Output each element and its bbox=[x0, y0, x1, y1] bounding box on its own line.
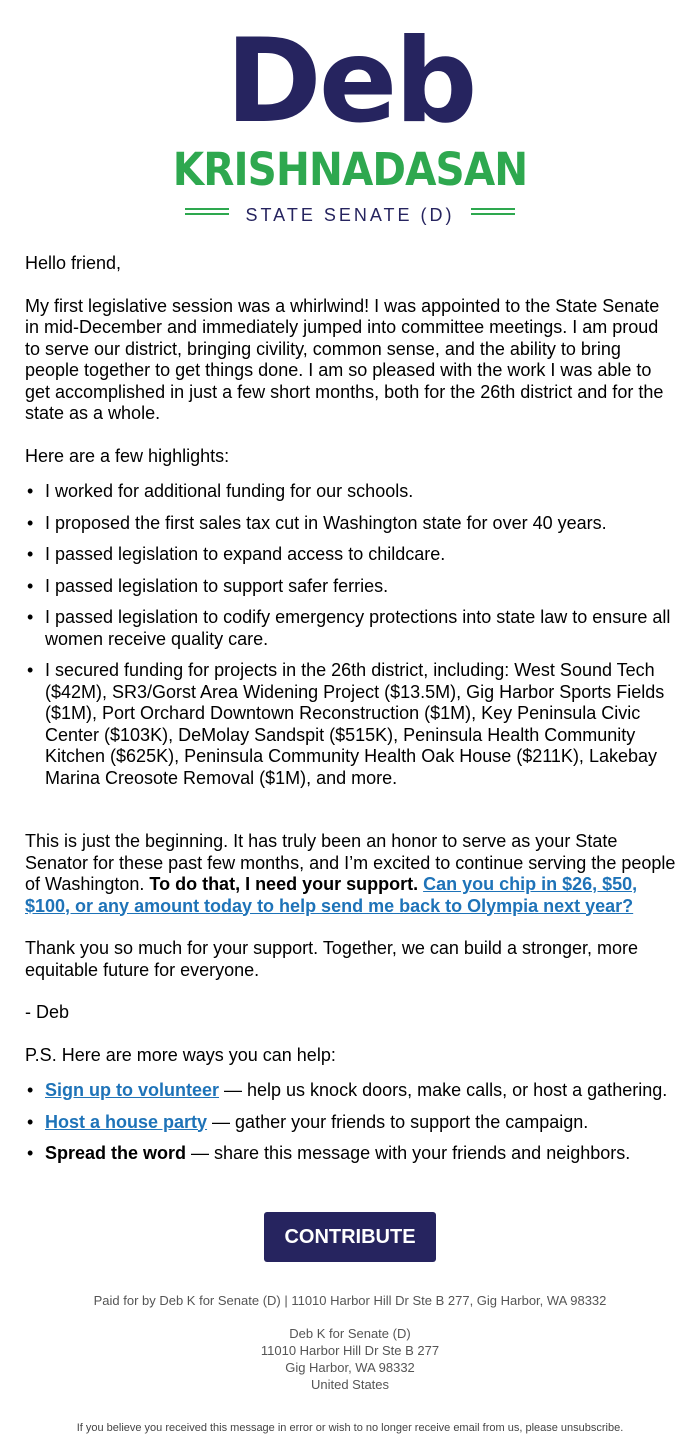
list-item: • I passed legislation to expand access to childcare. bbox=[27, 544, 446, 564]
paid-for-disclaimer: Paid for by Deb K for Senate (D) | 11010 Harbor Hill Dr Ste B 277, Gig Harbor, WA 98332 bbox=[93, 1293, 607, 1308]
list-item: • Spread the word — share this message with your friends and neighbors. bbox=[27, 1143, 631, 1163]
contribute-button[interactable]: CONTRIBUTE bbox=[264, 1212, 436, 1262]
bullet-icon: • bbox=[27, 1080, 34, 1100]
volunteer-link[interactable]: Sign up to volunteer bbox=[45, 1080, 219, 1100]
bullet-icon: • bbox=[27, 575, 34, 596]
thanks-paragraph: Thank you so much for your support. Together, we can build a stronger, more equitable future for everyone. bbox=[25, 938, 639, 980]
greeting: Hello friend, bbox=[25, 253, 122, 273]
bullet-icon: • bbox=[27, 481, 34, 501]
address-line: 11010 Harbor Hill Dr Ste B 277 bbox=[260, 1343, 440, 1358]
logo-subtitle bbox=[185, 200, 515, 230]
bullet-icon: • bbox=[27, 544, 34, 564]
bullet-icon: • bbox=[27, 607, 34, 627]
list-item: • Host a house party — gather your friends to support the campaign. bbox=[27, 1111, 589, 1132]
list-item: • I worked for additional funding for our schools. bbox=[27, 481, 414, 501]
logo-last-name: KRISHNADASAN bbox=[172, 143, 528, 196]
address-line: Gig Harbor, WA 98332 bbox=[285, 1360, 415, 1375]
highlights-list bbox=[25, 481, 677, 789]
list-item: • I passed legislation to codify emergency protections into state law to ensure all women receive quality care. bbox=[27, 607, 671, 649]
logo-first-name: Deb bbox=[225, 14, 475, 149]
unsubscribe-notice[interactable]: If you believe you received this message in error or wish to no longer receive email from us, please unsubscribe. bbox=[76, 1422, 624, 1434]
mailing-address bbox=[0, 1325, 700, 1393]
spread-word-label: Spread the word bbox=[45, 1143, 187, 1163]
bullet-icon: • bbox=[27, 660, 34, 680]
intro-paragraph: My first legislative session was a whirlwind! I was appointed to the State Senate in mid-December and immediately jumped into committee meetings. I am proud to serve our district, bringing civility, common sense, and the ability to bring people together to get things done. I am so pleased with the work I was able to get accomplished in just a few short months, both for the 26th district and for the state as a whole. bbox=[25, 295, 664, 423]
donate-link[interactable]: Can you chip in $26, $50, $100, or any amount today to help send me back to Olympia next year? bbox=[25, 874, 638, 916]
email-body bbox=[25, 253, 677, 1175]
list-item: • I passed legislation to support safer ferries. bbox=[27, 575, 389, 596]
bullet-icon: • bbox=[27, 512, 34, 533]
house-party-link[interactable]: Host a house party bbox=[45, 1111, 208, 1132]
spacer bbox=[25, 799, 677, 831]
ps-list bbox=[25, 1080, 677, 1165]
campaign-logo bbox=[0, 14, 700, 228]
signoff: - Deb bbox=[25, 1002, 70, 1022]
address-line: Deb K for Senate (D) bbox=[289, 1326, 411, 1341]
list-item: • Sign up to volunteer — help us knock doors, make calls, or host a gathering. bbox=[27, 1080, 668, 1100]
ps-intro: P.S. Here are more ways you can help: bbox=[25, 1044, 336, 1065]
bullet-icon: • bbox=[27, 1143, 34, 1163]
bullet-icon: • bbox=[27, 1111, 34, 1132]
list-item: • I proposed the first sales tax cut in Washington state for over 40 years. bbox=[27, 512, 607, 533]
highlights-intro: Here are a few highlights: bbox=[25, 445, 230, 466]
list-item: • I secured funding for projects in the 26th district, including: West Sound Tech ($42M), SR3/Gorst Area Widening Project ($13.5M), Gig Harbor Sports Fields ($1M), Port Orchard Downtown Reconstruction ($1M), Key Peninsula Civic Center ($103K), DeMolay Sandspit ($515K), Peninsula Health Community Kitchen ($625K), Peninsula Community Health Oak House ($211K), Lakebay Marina Creosote Removal ($1M), and more. bbox=[27, 660, 665, 788]
support-ask: To do that, I need your support. bbox=[149, 874, 419, 894]
logo-subtitle-text: STATE SENATE (D) bbox=[245, 205, 455, 225]
beginning-paragraph: This is just the beginning. It has truly been an honor to serve as your State Senator for these past few months, and I’m excited to continue serving the people of Washington. To do that, I need your support. Can you chip in $26, $50, $100, or any amount today to help send me back to Olympia next year? bbox=[25, 831, 676, 916]
address-line: United States bbox=[310, 1377, 390, 1392]
